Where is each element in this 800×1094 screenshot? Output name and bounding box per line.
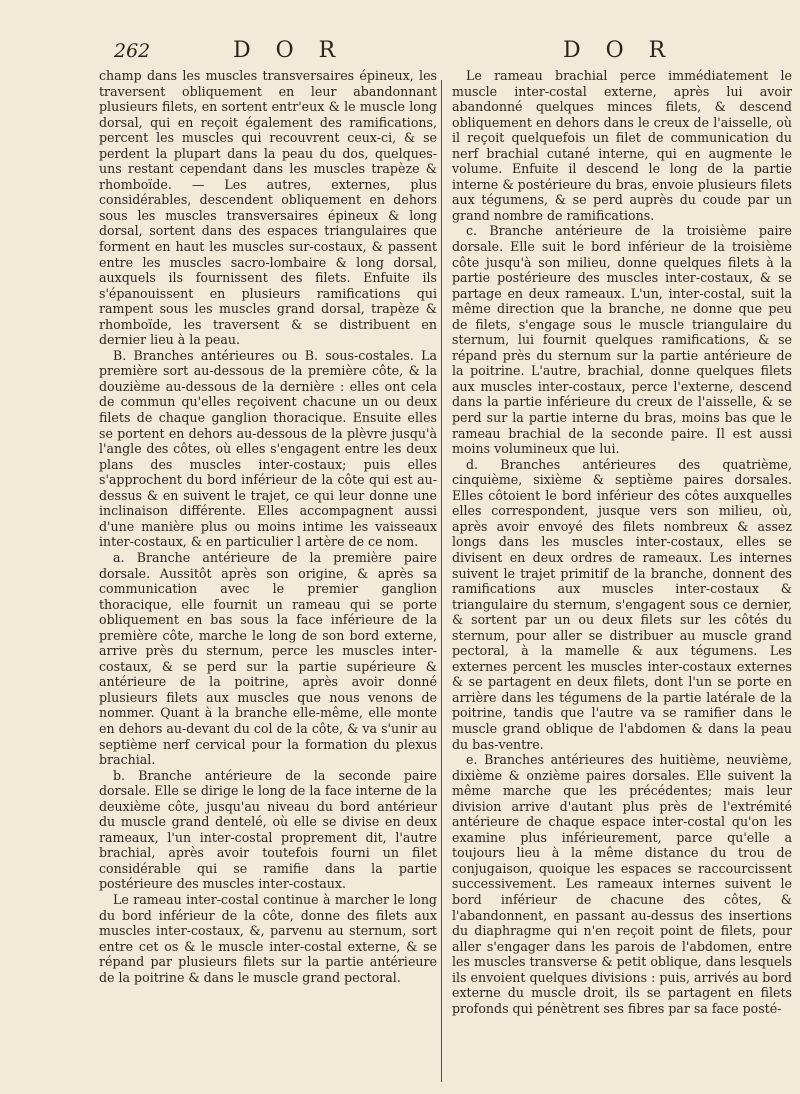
paragraph: a. Branche antérieure de la première paire dorsale. Aussitôt après son origine, & après sa communication avec le premier ganglion thoracique, elle fournit un rameau qui se porte obliquement en bas sous la face inférieure de la première côte, marche le long de son bord externe, arrive près du sternum, perce les muscles inter-costaux, & se perd sur la partie supérieure & antérieure de la poitrine, après avoir donné plusieurs filets aux muscles que nous venons de nommer. Quant à la branche elle-même, elle monte en dehors au-devant du col de la côte, & va s'unir au septième nerf cervical pour la formation du plexus brachial. [99,549,437,768]
running-head-right: D O R [563,38,675,63]
left-column [99,68,437,1088]
column-divider [441,80,442,1082]
paragraph: champ dans les muscles transversaires épineux, les traversent obliquement en leur abandonnant plusieurs filets, en sortent entr'eux & le muscle long dorsal, qui en reçoit également des ramifications, percent les muscles qui recouvrent ceux-ci, & se perdent la plupart dans la peau du dos, quelques-uns restant cependant dans les muscles trapèze & rhomboïde. — Les autres, externes, plus considérables, descendent obliquement en dehors sous les muscles transversaires épineux & long dorsal, sortent dans des espaces triangulaires que forment en haut les muscles sur-costaux, & passent entre les muscles sacro-lombaire & long dorsal, auxquels ils fournissent des filets. Enfuite ils s'épanouissent en plusieurs ramifications qui rampent sous les muscles grand dorsal, trapèze & rhomboïde, les traversent & se distribuent en dernier lieu à la peau. [99,68,437,348]
page-number: 262 [114,40,151,62]
paragraph: B. Branches antérieures ou B. sous-costales. La première sort au-dessous de la première côte, & la douzième au-dessous de la dernière : elles ont cela de commun qu'elles reçoivent chacune un ou deux filets de chaque ganglion thoracique. Ensuite elles se portent en dehors au-dessous de la plèvre jusqu'à l'angle des côtes, où elles s'engagent entre les deux plans des muscles inter-costaux; puis elles s'approchent du bord inférieur de la côte qui est au-dessus & en suivent le trajet, ce qui leur donne une inclinaison différente. Elles accompagnent aussi d'une manière plus ou moins intime les vaisseaux inter-costaux, & en particulier l artère de ce nom. [99,347,437,550]
paragraph: Le rameau brachial perce immédiatement le muscle inter-costal externe, après lui avoir abandonné quelques minces filets, & descend obliquement en dehors dans le creux de l'aisselle, où il reçoit quelquefois un filet de communication du nerf brachial cutané interne, qui en augmente le volume. Enfuite il descend le long de la partie interne & postérieure du bras, envoie plusieurs filets aux tégumens, & se perd auprès du coude par un grand nombre de ramifications. [452,68,792,223]
paragraph: b. Branche antérieure de la seconde paire dorsale. Elle se dirige le long de la face interne de la deuxième côte, jusqu'au niveau du bord antérieur du muscle grand dentelé, où elle se divise en deux rameaux, l'un inter-costal proprement dit, l'autre brachial, après avoir toutefois fourni un filet considérable qui se ramifie dans la partie postérieure des muscles inter-costaux. [99,767,437,892]
paragraph: Le rameau inter-costal continue à marcher le long du bord inférieur de la côte, donne des filets aux muscles inter-costaux, &, parvenu au sternum, sort entre cet os & le muscle inter-costal externe, & se répand par plusieurs filets sur la partie antérieure de la poitrine & dans le muscle grand pectoral. [99,891,437,985]
paragraph: d. Branches antérieures des quatrième, cinquième, sixième & septième paires dorsales. Elles côtoient le bord inférieur des côtes auxquelles elles correspondent, jusque vers son milieu, où, après avoir envoyé des filets nombreux & assez longs dans les muscles inter-costaux, elles se divisent en deux ordres de rameaux. Les internes suivent le trajet primitif de la branche, donnent des ramifications aux muscles inter-costaux & triangulaire du sternum, s'engagent sous ce dernier, & sortent par un ou deux filets sur les côtés du sternum, pour aller se distribuer au muscle grand pectoral, à la mamelle & aux tégumens. Les externes percent les muscles inter-costaux externes & se partagent en deux filets, dont l'un se porte en arrière dans les tégumens de la partie latérale de la poitrine, tandis que l'autre va se ramifier dans le muscle grand oblique de l'abdomen & dans la peau du bas-ventre. [452,456,792,752]
right-column [452,68,792,1088]
running-head-left: D O R [233,38,345,63]
page-header [0,38,800,68]
paragraph: e. Branches antérieures des huitième, neuvième, dixième & onzième paires dorsales. Elle suivent la même marche que les précédentes; mais leur division arrive d'autant plus près de l'extrémité antérieure de chaque espace inter-costal qu'on les examine plus inférieurement, parce qu'elle a toujours lieu à la même distance du trou de conjugaison, quoique les espaces se raccourcissent successivement. Les rameaux internes suivent le bord inférieur de chacune des côtes, & l'abandonnent, en passant au-dessus des insertions du diaphragme qui n'en reçoit point de filets, pour aller s'engager dans les parois de l'abdomen, entre les muscles transverse & petit oblique, dans lesquels ils envoient quelques divisions : puis, arrivés au bord externe du muscle droit, ils se partagent en filets profonds qui pénètrent ses fibres par sa face posté- [452,752,792,1016]
paragraph: c. Branche antérieure de la troisième paire dorsale. Elle suit le bord inférieur de la troisième côte jusqu'à son milieu, donne quelques filets à la partie postérieure des muscles inter-costaux, & se partage en deux rameaux. L'un, inter-costal, suit la même direction que la branche, ne donne que peu de filets, s'engage sous le muscle triangulaire du sternum, lui fournit quelques ramifications, & se répand près du sternum sur la partie antérieure de la poitrine. L'autre, brachial, donne quelques filets aux muscles inter-costaux, perce l'externe, descend dans la partie inférieure du creux de l'aisselle, & se perd sur la partie interne du bras, moins bas que le rameau brachial de la seconde paire. Il est aussi moins volumineux que lui. [452,223,792,457]
